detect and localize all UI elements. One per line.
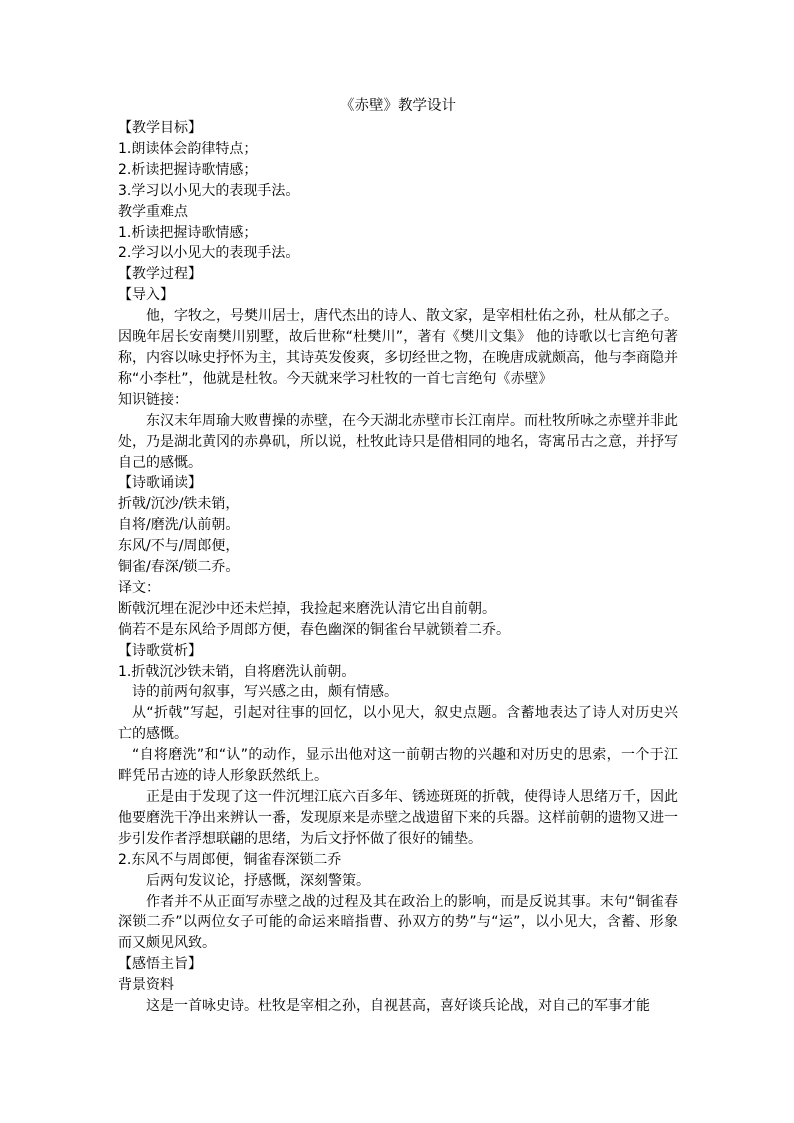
keypoint-item: 2.学习以小见大的表现手法。: [118, 245, 300, 262]
appreciation-paragraph: 诗的前两句叙事，写兴感之由，颇有情感。: [132, 684, 398, 701]
background-label: 背景资料: [118, 977, 174, 994]
section-heading-keypoints: 教学重难点: [118, 203, 188, 220]
section-heading-theme: 【感悟主旨】: [118, 956, 202, 973]
section-heading-reading: 【诗歌诵读】: [118, 475, 202, 492]
appreciation-paragraph: 后两句发议论，抒感慨，深刻警策。: [146, 872, 370, 889]
section-heading-intro: 【导入】: [118, 287, 174, 304]
intro-paragraph: 他，字牧之，号樊川居士，唐代杰出的诗人、散文家，是宰相杜佑之孙，杜从郁之子。因晚年居长安南樊川别墅，故后世称“杜樊川”，著有《樊川文集》 他的诗歌以七言绝句著称，内容以咏史抒怀为主，其诗英发俊爽，多切经世之物，在晚唐成就颇高，他与李商隐并称“小李杜”，他就是杜牧。今天就来学习杜牧的一首七言绝句《赤壁》: [118, 308, 678, 387]
translation-label: 译文：: [118, 579, 160, 596]
poem-line: 东风/不与/周郎便，: [118, 538, 240, 555]
keypoint-item: 1.析读把握诗歌情感；: [118, 224, 258, 241]
appreciation-paragraph: “自将磨洗”和“认”的动作，显示出他对这一前朝古物的兴趣和对历史的思索，一个于江畔凭吊古迹的诗人形象跃然纸上。: [118, 747, 678, 785]
knowledge-label: 知识链接：: [118, 391, 188, 408]
appreciation-subheading: 1.折戟沉沙铁未销，自将磨洗认前朝。: [118, 663, 356, 680]
knowledge-paragraph: 东汉末年周瑜大败曹操的赤壁，在今天湖北赤壁市长江南岸。而杜牧所咏之赤壁并非此处，乃是湖北黄冈的赤鼻矶，所以说，杜牧此诗只是借相同的地名，寄寓吊古之意，并抒写自己的感慨。: [118, 412, 678, 471]
section-heading-appreciation: 【诗歌赏析】: [118, 642, 202, 659]
poem-line: 铜雀/春深/锁二乔。: [118, 559, 240, 576]
document-page: [118, 96, 678, 1017]
poem-line: 折戟/沉沙/铁未销，: [118, 496, 240, 513]
appreciation-paragraph: 从“折戟”写起，引起对往事的回忆，以小见大，叙史点题。含蓄地表达了诗人对历史兴亡的感慨。: [118, 705, 678, 743]
translation-line: 倘若不是东风给予周郎方便，春色幽深的铜雀台早就锁着二乔。: [118, 621, 510, 638]
section-heading-goals: 【教学目标】: [118, 120, 202, 136]
goal-item: 3.学习以小见大的表现手法。: [118, 182, 300, 199]
section-heading-process: 【教学过程】: [118, 266, 202, 283]
page-title: 《赤壁》教学设计: [340, 98, 456, 114]
goal-item: 2.析读把握诗歌情感；: [118, 161, 258, 178]
goal-item: 1.朗读体会韵律特点；: [118, 140, 258, 157]
appreciation-subheading: 2.东风不与周郎便，铜雀春深锁二乔: [118, 851, 342, 868]
appreciation-paragraph: 作者并不从正面写赤壁之战的过程及其在政治上的影响，而是反说其事。末句“铜雀春深锁二乔”以两位女子可能的命运来暗指曹、孙双方的势”与“运”，以小见大，含蓄、形象而又颇见风致。: [118, 893, 678, 952]
poem-line: 自将/磨洗/认前朝。: [118, 517, 240, 534]
translation-line: 断戟沉埋在泥沙中还未烂掉，我捡起来磨洗认清它出自前朝。: [118, 600, 496, 617]
appreciation-paragraph: 正是由于发现了这一件沉埋江底六百多年、锈迹斑斑的折戟，使得诗人思绪万千，因此他要磨洗干净出来辨认一番，发现原来是赤壁之战遗留下来的兵器。这样前朝的遗物又进一步引发作者浮想联翩的思绪，为后文抒怀做了很好的铺垫。: [118, 789, 678, 847]
background-paragraph: 这是一首咏史诗。杜牧是宰相之孙，自视甚高，喜好谈兵论战，对自己的军事才能: [146, 998, 650, 1015]
